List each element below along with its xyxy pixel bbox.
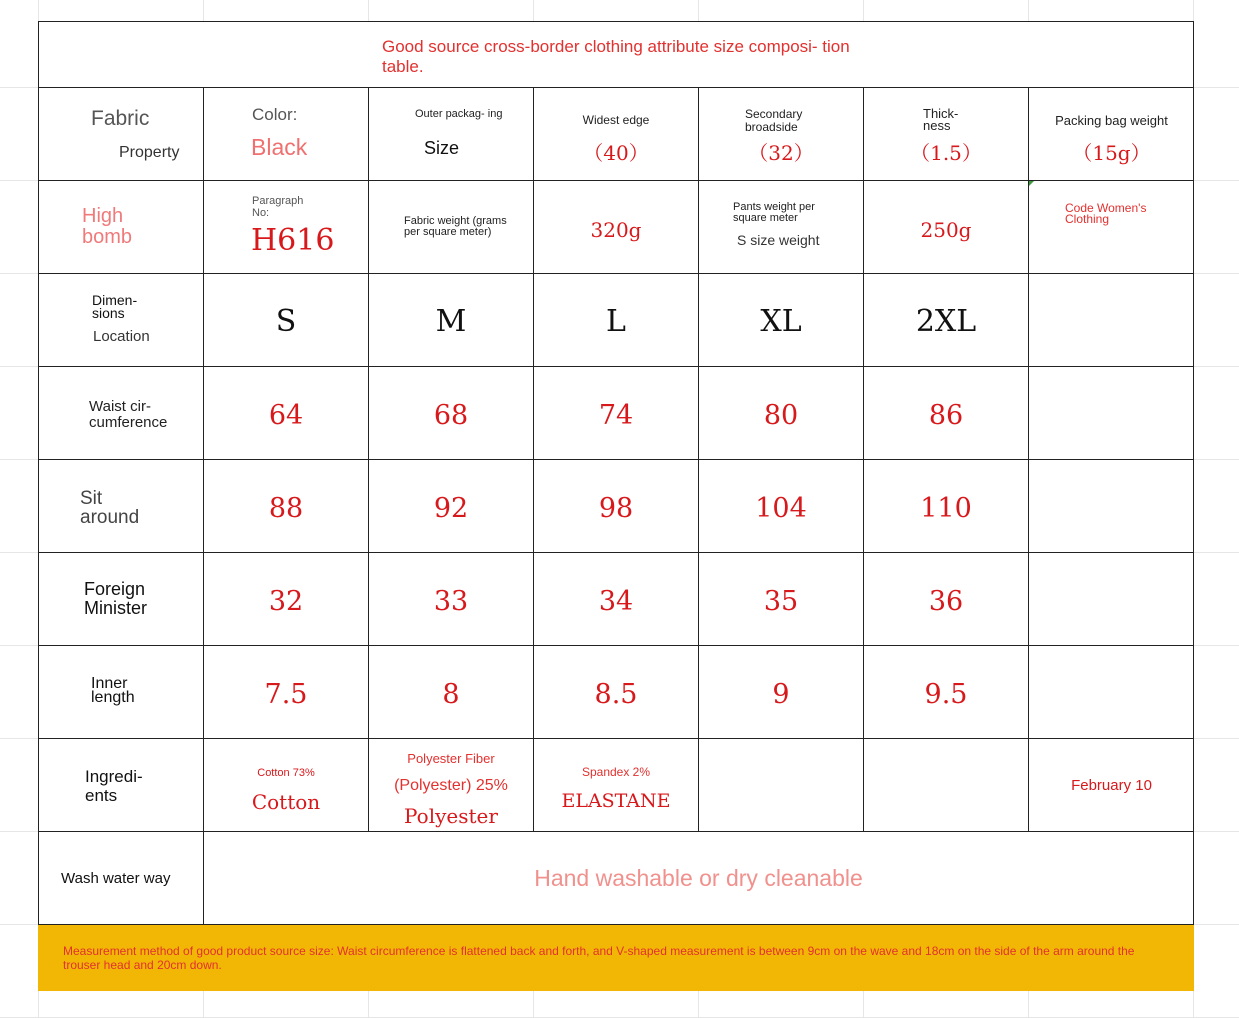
inner-value-cell[interactable]	[534, 646, 699, 739]
high-bomb-label: High bomb	[82, 205, 133, 248]
color-cell[interactable]	[204, 88, 369, 181]
paragraph-no-label: Paragraph No:	[252, 195, 304, 219]
thickness-label: Thick- ness	[923, 106, 959, 133]
inner-length-label-cell[interactable]	[39, 646, 204, 739]
packing-bag-weight-cell[interactable]	[1029, 88, 1194, 181]
foreign-value-cell[interactable]	[204, 553, 369, 646]
secondary-broadside-value: （32）	[748, 141, 814, 165]
size-label: M	[435, 304, 467, 339]
sit-value: 92	[433, 493, 469, 524]
size-label: 2XL	[915, 304, 977, 339]
foreign-value: 34	[598, 586, 634, 617]
property-label: Property	[119, 144, 180, 161]
sit-value-cell[interactable]	[534, 460, 699, 553]
date-cell[interactable]	[1029, 739, 1194, 832]
fabric-weight-value: 320g	[590, 218, 642, 242]
secondary-broadside-cell[interactable]	[699, 88, 864, 181]
fabric-weight-label: Fabric weight (grams per square meter)	[404, 215, 507, 238]
waist-value: 80	[763, 400, 799, 431]
waist-value-cell[interactable]	[699, 367, 864, 460]
foreign-minister-label: Foreign Minister	[84, 579, 148, 618]
inner-value-cell[interactable]	[369, 646, 534, 739]
fabric-label: Fabric	[91, 107, 150, 130]
waist-value: 86	[928, 400, 964, 431]
inner-value: 7.5	[264, 679, 308, 710]
code-women-clothing-cell[interactable]	[1029, 181, 1194, 274]
polyester-cell[interactable]	[369, 739, 534, 832]
inner-length-label: Inner length	[91, 675, 135, 706]
thickness-cell[interactable]	[864, 88, 1029, 181]
foreign-value: 36	[928, 586, 964, 617]
size-cell[interactable]	[204, 274, 369, 367]
location-label: Location	[93, 328, 150, 345]
size-cell[interactable]	[369, 274, 534, 367]
pants-weight-value-cell[interactable]	[864, 181, 1029, 274]
size-label: XL	[760, 304, 802, 339]
inner-value: 8	[442, 679, 460, 710]
spandex-percent: Spandex 2%	[581, 765, 651, 779]
title-row	[39, 22, 1193, 88]
dimensions-label: Dimen- sions	[92, 292, 138, 321]
foreign-minister-label-cell[interactable]	[39, 553, 204, 646]
waist-value-cell[interactable]	[369, 367, 534, 460]
waist-label-cell[interactable]	[39, 367, 204, 460]
waist-label: Waist cir- cumference	[89, 398, 168, 431]
thickness-value: （1.5）	[910, 141, 982, 165]
size-cell[interactable]	[864, 274, 1029, 367]
foreign-value-cell[interactable]	[864, 553, 1029, 646]
polyester-fiber-label: Polyester Fiber	[407, 751, 495, 766]
cotton-cell[interactable]	[204, 739, 369, 832]
outer-packaging-label: Outer packag- ing	[415, 108, 503, 120]
widest-edge-label: Widest edge	[582, 113, 650, 127]
foreign-value-cell[interactable]	[699, 553, 864, 646]
pants-weight-label: Pants weight per square meter	[733, 201, 815, 224]
outer-packaging-value: Size	[424, 138, 460, 158]
widest-edge-value: （40）	[583, 141, 649, 165]
widest-edge-cell[interactable]	[534, 88, 699, 181]
sit-value-cell[interactable]	[204, 460, 369, 553]
measurement-note: Measurement method of good product source size: Waist circumference is flattened back and forth, and V-shaped measurement is between 9cm on the wave and 18cm on the side of the arm around the trouser head and 20cm down.	[63, 944, 1135, 972]
high-bomb-cell[interactable]	[39, 181, 204, 274]
paragraph-no-cell[interactable]	[204, 181, 369, 274]
size-cell[interactable]	[534, 274, 699, 367]
ingredients-label: Ingredi- ents	[85, 767, 143, 805]
foreign-value: 33	[433, 586, 469, 617]
size-cell[interactable]	[699, 274, 864, 367]
color-value: Black	[251, 134, 308, 160]
inner-value-cell[interactable]	[204, 646, 369, 739]
size-label: L	[606, 304, 626, 339]
empty-cell[interactable]	[864, 739, 1029, 832]
sit-value-cell[interactable]	[369, 460, 534, 553]
inner-value-cell[interactable]	[864, 646, 1029, 739]
fabric-weight-value-cell[interactable]	[534, 181, 699, 274]
waist-value-cell[interactable]	[864, 367, 1029, 460]
fabric-weight-cell[interactable]	[369, 181, 534, 274]
polyester-percent: (Polyester) 25%	[394, 777, 508, 794]
outer-packaging-cell[interactable]	[369, 88, 534, 181]
date-label: February 10	[1071, 777, 1152, 794]
inner-value: 8.5	[594, 679, 638, 710]
packing-bag-weight-value: （15g）	[1072, 141, 1151, 165]
dimensions-location-cell[interactable]	[39, 274, 204, 367]
ingredients-label-cell[interactable]	[39, 739, 204, 832]
elastane-label: ELASTANE	[561, 790, 671, 812]
empty-cell[interactable]	[1029, 553, 1194, 646]
wash-label-cell[interactable]	[39, 832, 204, 925]
paragraph-no-value: H616	[251, 223, 335, 258]
foreign-value: 35	[763, 586, 799, 617]
fabric-property-label-cell[interactable]	[39, 88, 204, 181]
empty-cell[interactable]	[1029, 367, 1194, 460]
inner-value-cell[interactable]	[699, 646, 864, 739]
secondary-broadside-label: Secondary broadside	[745, 107, 803, 134]
sit-value: 104	[755, 493, 807, 524]
empty-cell[interactable]	[1029, 274, 1194, 367]
sit-value: 110	[920, 493, 972, 524]
sit-around-label: Sit around	[80, 488, 140, 528]
wash-value: Hand washable or dry cleanable	[534, 865, 863, 891]
spandex-cell[interactable]	[534, 739, 699, 832]
cotton-percent: Cotton 73%	[257, 767, 315, 779]
packing-bag-weight-label: Packing bag weight	[1055, 113, 1168, 128]
empty-cell[interactable]	[1029, 646, 1194, 739]
measurement-note-band	[38, 925, 1194, 991]
foreign-value: 32	[268, 586, 304, 617]
color-label: Color:	[252, 105, 298, 124]
pants-weight-cell[interactable]	[699, 181, 864, 274]
polyester-label: Polyester	[404, 804, 498, 828]
cotton-label: Cotton	[251, 790, 321, 814]
foreign-value-cell[interactable]	[369, 553, 534, 646]
empty-cell[interactable]	[1029, 460, 1194, 553]
waist-value: 64	[268, 400, 304, 431]
sit-value: 88	[268, 493, 304, 524]
inner-value: 9	[772, 679, 790, 710]
pants-weight-sub: S size weight	[737, 232, 820, 248]
pants-weight-value: 250g	[920, 218, 972, 242]
empty-cell[interactable]	[699, 739, 864, 832]
comment-marker-icon	[1029, 181, 1034, 186]
code-women-clothing-label: Code Women's Clothing	[1065, 201, 1147, 226]
sit-around-label-cell[interactable]	[39, 460, 204, 553]
wash-value-cell[interactable]	[204, 832, 1193, 925]
waist-value-cell[interactable]	[534, 367, 699, 460]
sit-value: 98	[598, 493, 634, 524]
waist-value: 68	[433, 400, 469, 431]
sit-value-cell[interactable]	[864, 460, 1029, 553]
wash-water-way-label: Wash water way	[61, 870, 171, 887]
table-title: Good source cross-border clothing attribute size composi- tion table.	[382, 37, 850, 76]
waist-value: 74	[598, 400, 634, 431]
size-label: S	[275, 304, 297, 339]
waist-value-cell[interactable]	[204, 367, 369, 460]
sit-value-cell[interactable]	[699, 460, 864, 553]
inner-value: 9.5	[924, 679, 968, 710]
foreign-value-cell[interactable]	[534, 553, 699, 646]
size-table	[38, 21, 1194, 925]
